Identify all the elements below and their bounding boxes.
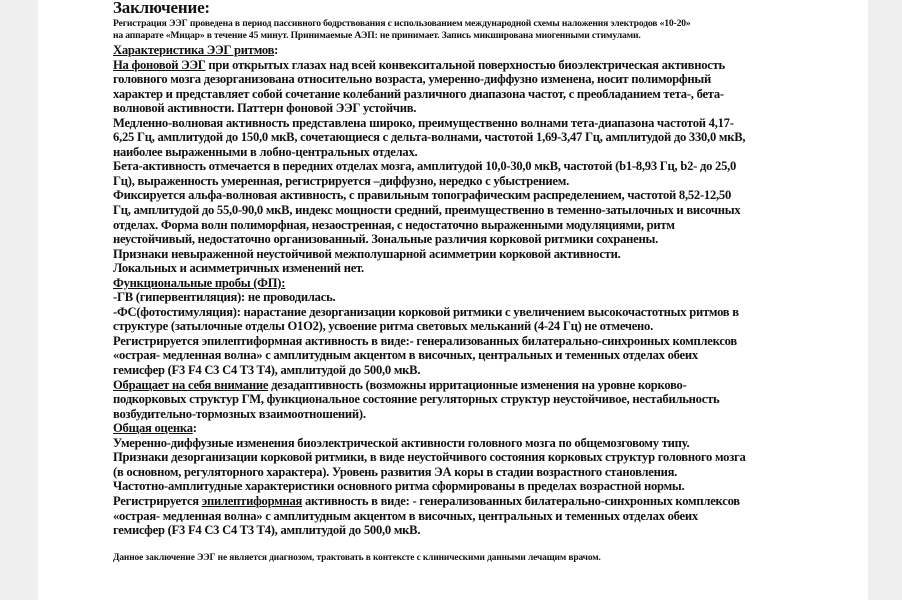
- line-text: :: [274, 43, 279, 57]
- report-line: [113, 174, 863, 189]
- document-page: [38, 0, 868, 600]
- line-text: Регистрируется: [113, 493, 202, 508]
- line-text: 6,25 Гц, амплитудой до 150,0 мкВ, сочетающиеся с дельта-волнами, частотой 1,69-3,47 Гц, амплитудой до 330,0 мкВ,: [113, 130, 746, 145]
- line-text: наиболее выраженными в лобно-центральных отделах.: [113, 144, 418, 159]
- line-text: структуре (затылочные отделы О1О2), усвоение ритма световых мельканий (4-24 Гц) не отмечено.: [113, 319, 653, 334]
- line-text: отделах. Форма волн полиморфная, незаостренная, с недостаточно выраженными модуляциями, ритм: [113, 217, 675, 232]
- report-line: [113, 421, 863, 436]
- report-line: [113, 465, 863, 480]
- report-line: [113, 436, 863, 451]
- line-text: :: [192, 421, 197, 436]
- underlined-heading: Характеристика ЭЭГ ритмов: [113, 43, 275, 57]
- report-line: [113, 276, 863, 291]
- line-text: гемисфер (F3 F4 C3 C4 T3 T4), амплитудой до 500,0 мкВ.: [113, 523, 421, 538]
- report-line: [113, 159, 863, 174]
- report-line: [113, 232, 863, 247]
- line-text: возбудительно-тормозных взаимоотношений).: [113, 406, 366, 421]
- line-text: гемисфер (F3 F4 C3 C4 T3 T4), амплитудой до 500,0 мкВ.: [113, 363, 421, 378]
- report-line: [113, 247, 863, 262]
- underlined-heading: Обращает на себя внимание: [113, 377, 269, 392]
- line-text: Признаки невыраженной неустойчивой межполушарной асимметрии корковой активности.: [113, 246, 621, 261]
- report-line: [113, 43, 863, 58]
- line-text: Бета-активность отмечается в передних отделах мозга, амплитудой 10,0-30,0 мкВ, частотой (b1-8,93 Гц, b2- до 25,0: [113, 159, 737, 174]
- line-text: при открытых глазах над всей конвекситальной поверхностью биоэлектрическая активность: [205, 57, 725, 72]
- report-line: [113, 101, 863, 116]
- report-line: [113, 334, 863, 349]
- report-line: [113, 363, 863, 378]
- line-text: головного мозга дезорганизована относительно возраста, умеренно-диффузно изменена, носит полиморфный: [113, 72, 711, 87]
- line-text: Гц, амплитудой до 55,0-90,0 мкВ, индекс мощности средний, преимущественно в теменно-затылочных и височных: [113, 203, 741, 218]
- eeg-conclusion: [113, 0, 863, 563]
- line-text: Умеренно-диффузные изменения биоэлектрической активности головного мозга по общемозговому типу.: [113, 435, 690, 450]
- line-text: Частотно-амплитудные характеристики основного ритма сформированы в пределах возрастной нормы.: [113, 479, 685, 494]
- disclaimer-note: Данное заключение ЭЭГ не является диагнозом, трактовать в контексте с клиническими данными лечащим врачом.: [113, 552, 601, 563]
- report-line: [113, 188, 863, 203]
- line-text: подкорковых структур ГМ, функциональное состояние регуляторных структур неустойчивое, нестабильность: [113, 392, 720, 407]
- report-line: [113, 479, 863, 494]
- intro-line: Регистрация ЭЭГ проведена в период пассивного бодрствования с использованием международной схемы наложения электродов «10-20»: [113, 18, 691, 29]
- line-text: волновой активности. Паттерн фоновой ЭЭГ устойчив.: [113, 101, 417, 116]
- report-body: [113, 43, 863, 538]
- report-line: [113, 509, 863, 524]
- underlined-heading: На фоновой ЭЭГ: [113, 57, 206, 72]
- report-line: [113, 58, 863, 73]
- line-text: Гц), выраженность умеренная, регистрируется –диффузно, нередко с убыстрением.: [113, 173, 569, 188]
- report-line: [113, 72, 863, 87]
- underlined-heading: Общая оценка: [113, 421, 193, 436]
- report-line: [113, 261, 863, 276]
- report-line: [113, 378, 863, 393]
- line-text: «острая- медленная волна» с амплитудным акцентом в височных, центральных и теменных отделах обеих: [113, 348, 698, 363]
- report-line: [113, 203, 863, 218]
- line-text: характер и представляет собой сочетание колебаний различного диапазона частот, с преобладанием тета-, бета-: [113, 86, 724, 101]
- report-line: [113, 348, 863, 363]
- report-line: [113, 494, 863, 509]
- report-line: [113, 87, 863, 102]
- line-text: Локальных и асимметричных изменений нет.: [113, 261, 364, 276]
- report-line: [113, 523, 863, 538]
- report-line: [113, 407, 863, 422]
- line-text: Регистрируется эпилептиформная активность в виде:- генерализованных билатерально-синхронных комплексов: [113, 333, 737, 348]
- line-text: неустойчивый, недостаточно организованный. Зональные различия корковой ритмики сохранены.: [113, 232, 658, 247]
- line-text: -ГВ (гипервентиляция): не проводилась.: [113, 290, 336, 305]
- line-text: «острая- медленная волна» с амплитудным акцентом в височных, центральных и теменных отделах обеих: [113, 508, 698, 523]
- underlined-heading: Функциональные пробы (ФП):: [113, 275, 286, 290]
- underlined-heading: эпилептиформная: [201, 493, 303, 508]
- document-title: Заключение:: [113, 0, 210, 17]
- report-line: [113, 392, 863, 407]
- line-text: Признаки дезорганизации корковой ритмики, в виде неустойчивого состояния корковых структур головного мозга: [113, 450, 746, 465]
- report-line: [113, 450, 863, 465]
- report-line: [113, 145, 863, 160]
- report-line: [113, 218, 863, 233]
- report-line: [113, 305, 863, 320]
- report-line: [113, 319, 863, 334]
- line-text: Фиксируется альфа-волновая активность, с правильным топографическим распределением, частотой 8,52-12,50: [113, 188, 731, 203]
- line-text: дезадаптивность (возможны ирритационные изменения на уровне корково-: [268, 377, 687, 392]
- line-text: Медленно-волновая активность представлена широко, преимущественно волнами тета-диапазона частотой 4,17-: [113, 115, 734, 130]
- intro-line: на аппарате «Мицар» в течение 45 минут. Принимаемые АЭП: не принимает. Запись микширована миогенными стимулами.: [113, 29, 641, 41]
- report-line: [113, 290, 863, 305]
- report-line: [113, 130, 863, 145]
- line-text: (в основном, регуляторного характера). Уровень развития ЭА коры в стадии возрастного становления.: [113, 464, 678, 479]
- report-line: [113, 116, 863, 131]
- line-text: -ФС(фотостимуляция): нарастание дезорганизации корковой ритмики с увеличением высокочастотных ритмов в: [113, 304, 739, 319]
- line-text: активность в виде: - генерализованных билатерально-синхронных комплексов: [302, 493, 740, 508]
